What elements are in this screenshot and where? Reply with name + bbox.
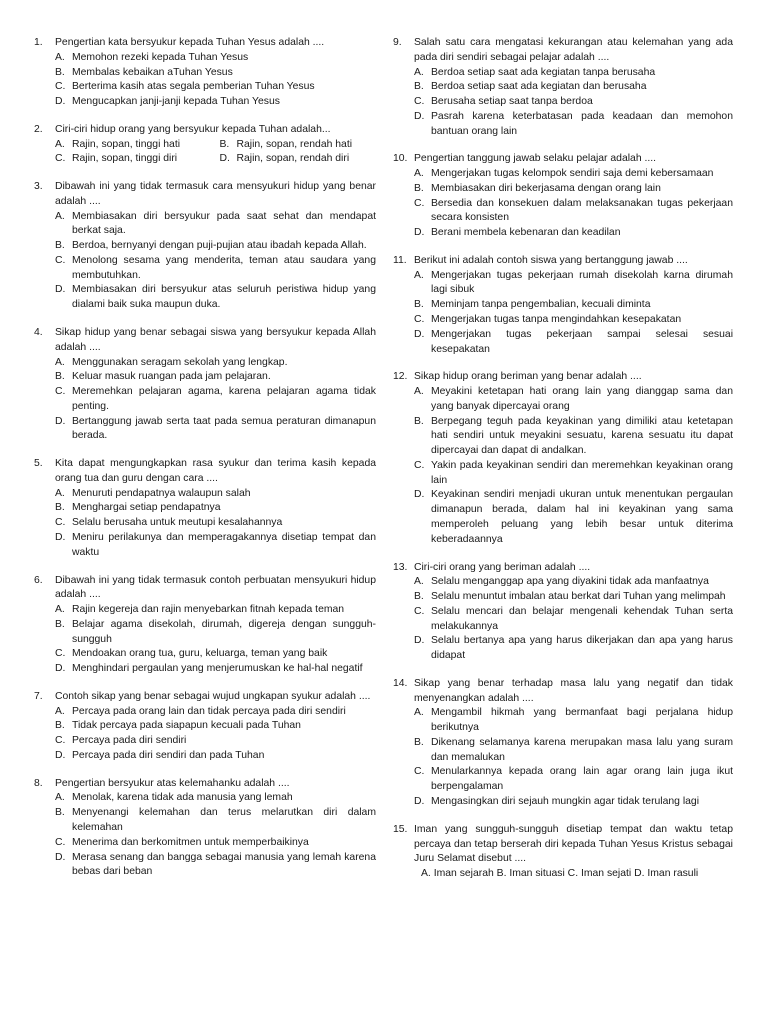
right-column <box>393 36 733 895</box>
answer-options <box>393 706 733 809</box>
answer-option <box>414 590 733 605</box>
question-text: Berikut ini adalah contoh siswa yang bertanggung jawab .... <box>414 254 688 266</box>
answer-option <box>55 501 376 516</box>
answer-option <box>220 138 377 153</box>
option-letter: D. <box>55 531 66 543</box>
answer-option <box>414 269 733 299</box>
option-letter: B. <box>55 720 65 732</box>
question-head <box>393 36 733 66</box>
question-head <box>393 152 733 167</box>
option-text: Mengerjakan tugas kelompok sendiri saja demi kebersamaan <box>431 168 714 180</box>
option-letter: D. <box>219 153 230 165</box>
option-letter: A. <box>55 51 65 63</box>
question <box>393 370 733 547</box>
option-text: Berterima kasih atas segala pemberian Tuhan Yesus <box>72 81 315 93</box>
question-head <box>34 180 376 210</box>
option-text: Mengerjakan tugas tanpa mengindahkan kesepakatan <box>431 314 682 326</box>
option-letter: D. <box>55 663 66 675</box>
question <box>393 254 733 357</box>
option-text: Berdoa, bernyanyi dengan puji-pujian atau ibadah kepada Allah. <box>72 240 367 252</box>
answer-option <box>414 795 733 810</box>
option-text: Menerima dan berkomitmen untuk memperbaikinya <box>72 836 309 848</box>
answer-option <box>414 385 733 415</box>
question-head <box>34 123 376 138</box>
answer-options <box>393 167 733 241</box>
option-text: Selalu menuntut imbalan atau berkat dari Tuhan yang melimpah <box>431 591 726 603</box>
answer-options <box>393 66 733 140</box>
option-letter: A. <box>55 604 65 616</box>
answer-option <box>220 152 377 167</box>
option-letter: C. <box>55 386 66 398</box>
question-text: Sikap hidup yang benar sebagai siswa yang bersyukur kepada Allah adalah .... <box>55 327 376 353</box>
option-letter: B. <box>414 415 424 427</box>
option-text: Yakin pada keyakinan sendiri dan meremehkan keyakinan orang lain <box>431 459 733 486</box>
option-text: Menuruti pendapatnya walaupun salah <box>72 487 251 499</box>
answer-option <box>55 239 376 254</box>
option-text: Pasrah karena keterbatasan pada keadaan dan memohon bantuan orang lain <box>431 110 733 137</box>
option-letter: C. <box>55 153 66 165</box>
answer-option <box>55 791 376 806</box>
question-text: Iman yang sungguh-sungguh disetiap tempat dan waktu tetap percaya dan tetap berserah diri kepada Tuhan Yesus Kristus sebagai Juru Selamat disebut .... <box>414 823 733 865</box>
question-text: Pengertian tanggung jawab selaku pelajar adalah .... <box>414 153 657 165</box>
answer-option <box>55 385 376 415</box>
answer-option <box>55 487 376 502</box>
question <box>34 123 376 167</box>
answer-option <box>55 370 376 385</box>
answer-option <box>55 516 376 531</box>
option-letter: A. <box>414 269 424 281</box>
option-letter: D. <box>55 96 66 108</box>
option-text: Menolak, karena tidak ada manusia yang lemah <box>72 792 293 804</box>
option-text: Belajar agama disekolah, dirumah, digereja dengan sungguh-sungguh <box>72 618 376 645</box>
option-text: Bersedia dan konsekuen dalam melaksanakan tugas pekerjaan secara konsisten <box>431 197 733 224</box>
question-number: 3. <box>34 181 43 193</box>
option-text: Mengerjakan tugas pekerjaan rumah disekolah karna dirumah lagi sibuk <box>431 269 733 296</box>
left-column <box>34 36 376 893</box>
answer-option <box>55 836 376 851</box>
option-text: Rajin, sopan, rendah diri <box>236 153 350 165</box>
question-text: Contoh sikap yang benar sebagai wujud ungkapan syukur adalah .... <box>55 690 371 702</box>
option-text: Percaya pada diri sendiri <box>72 735 187 747</box>
question <box>34 36 376 110</box>
option-letter: D. <box>55 415 66 427</box>
question <box>34 574 376 677</box>
option-text: Membiasakan diri bersyukur atas seluruh peristiwa hidup yang dialami baik suka maupun duka. <box>72 284 376 311</box>
question-head <box>34 326 376 356</box>
question-head <box>34 574 376 604</box>
answer-option <box>414 605 733 635</box>
option-text: Membiasakan diri bersyukur pada saat sehat dan mendapat berkat saja. <box>72 210 376 237</box>
question-number: 5. <box>34 458 43 470</box>
answer-options <box>34 51 376 110</box>
option-text: Tidak percaya pada siapapun kecuali pada Tuhan <box>72 720 301 732</box>
option-text: Percaya pada orang lain dan tidak percaya pada diri sendiri <box>72 705 346 717</box>
question-number: 11. <box>393 254 407 266</box>
question-text: Pengertian bersyukur atas kelemahanku adalah .... <box>55 777 290 789</box>
answer-option <box>414 298 733 313</box>
question-number: 7. <box>34 690 43 702</box>
option-letter: D. <box>414 328 425 340</box>
option-text: Mendoakan orang tua, guru, keluarga, teman yang baik <box>72 648 328 660</box>
option-letter: A. <box>414 168 424 180</box>
option-text: Menggunakan seragam sekolah yang lengkap. <box>72 356 288 368</box>
option-letter: A. <box>414 707 424 719</box>
option-letter: C. <box>55 836 66 848</box>
option-letter: B. <box>55 240 65 252</box>
option-letter: C. <box>414 459 425 471</box>
question-number: 8. <box>34 777 43 789</box>
answer-option <box>414 765 733 795</box>
option-text: Memohon rezeki kepada Tuhan Yesus <box>72 51 249 63</box>
option-letter: A. <box>55 792 65 804</box>
option-letter: D. <box>414 227 425 239</box>
answer-option <box>414 488 733 547</box>
answer-option <box>414 66 733 81</box>
question <box>34 180 376 313</box>
answer-option <box>55 138 212 153</box>
option-text: Berdoa setiap saat ada kegiatan dan berusaha <box>431 81 647 93</box>
answer-option <box>55 356 376 371</box>
option-text: Meniru perilakunya dan memperagakannya disetiap tempat dan waktu <box>72 531 376 558</box>
question-number: 1. <box>34 37 43 48</box>
question <box>34 777 376 880</box>
answer-option <box>55 210 376 240</box>
answer-option <box>414 313 733 328</box>
answer-option <box>55 662 376 677</box>
option-letter: B. <box>414 182 424 194</box>
option-letter: C. <box>414 605 425 617</box>
option-letter: B. <box>414 736 424 748</box>
question <box>34 326 376 444</box>
answer-options <box>34 791 376 880</box>
question <box>393 152 733 241</box>
question-head <box>34 457 376 487</box>
option-letter: C. <box>55 254 66 266</box>
question-head <box>34 777 376 792</box>
option-letter: C. <box>55 735 66 747</box>
question-head <box>393 823 733 867</box>
answer-option <box>55 618 376 648</box>
answer-options <box>393 385 733 547</box>
option-letter: B. <box>414 299 424 311</box>
option-text: Berani membela kebenaran dan keadilan <box>431 227 621 239</box>
option-letter: B. <box>55 807 65 819</box>
option-letter: B. <box>219 138 230 150</box>
question-head <box>393 254 733 269</box>
answer-option <box>414 328 733 358</box>
option-text: Menyenangi kelemahan dan terus melarutkan diri dalam kelemahan <box>72 807 376 833</box>
option-letter: C. <box>55 648 66 660</box>
option-text: Selalu berusaha untuk meutupi kesalahannya <box>72 517 283 529</box>
answer-option <box>55 254 376 284</box>
question-head <box>393 677 733 707</box>
question-number: 14. <box>393 677 408 689</box>
question-number: 2. <box>34 123 43 135</box>
answer-option <box>55 66 376 81</box>
option-letter: C. <box>414 766 425 778</box>
question <box>393 561 733 664</box>
answer-option <box>414 736 733 766</box>
option-letter: D. <box>414 795 425 807</box>
option-text: Berusaha setiap saat tanpa berdoa <box>431 96 593 108</box>
option-text: Meminjam tanpa pengembalian, kecuali diminta <box>431 299 651 311</box>
answer-option <box>414 575 733 590</box>
answer-option <box>55 283 376 313</box>
question-number: 13. <box>393 561 408 573</box>
option-text: Berdoa setiap saat ada kegiatan tanpa berusaha <box>431 66 656 78</box>
answer-option <box>55 806 376 836</box>
answer-option <box>414 110 733 140</box>
option-text: Berpegang teguh pada keyakinan yang dimiliki atau ketetapan hati sendiri untuk meyakini sesuatu, karena sesuatu itu dapat dipercayai dan dapat di andalkan. <box>431 415 733 457</box>
option-text: Mengerjakan tugas pekerjaan sampai selesai sesuai kesepakatan <box>431 328 733 355</box>
option-letter: A. <box>414 66 424 78</box>
question-text: Ciri-ciri orang yang beriman adalah .... <box>414 561 591 573</box>
option-text: Mengambil hikmah yang bermanfaat bagi perjalana hidup berikutnya <box>431 707 733 734</box>
option-letter: C. <box>414 314 425 326</box>
answer-option <box>55 719 376 734</box>
question <box>393 36 733 139</box>
answer-option <box>414 80 733 95</box>
answer-option <box>55 152 212 167</box>
answer-option <box>414 167 733 182</box>
answer-option <box>55 80 376 95</box>
option-text: Menolong sesama yang menderita, teman atau saudara yang membutuhkan. <box>72 254 376 281</box>
option-text: Merasa senang dan bangga sebagai manusia yang lemah karena bebas dari beban <box>72 851 376 878</box>
answer-option <box>55 415 376 445</box>
answer-option <box>414 459 733 489</box>
answer-option <box>55 734 376 749</box>
option-letter: A. <box>414 576 424 588</box>
question-number: 9. <box>393 37 402 48</box>
option-letter: A. <box>55 356 65 368</box>
option-text: Keluar masuk ruangan pada jam pelajaran. <box>72 371 271 383</box>
question-number: 15. <box>393 823 408 835</box>
answer-option <box>414 182 733 197</box>
question-number: 12. <box>393 371 408 383</box>
option-letter: A. <box>55 210 65 222</box>
option-letter: C. <box>414 197 425 209</box>
answer-options <box>393 269 733 358</box>
option-letter: C. <box>55 517 66 529</box>
answer-options <box>34 487 376 561</box>
question <box>34 690 376 764</box>
option-text: Mengasingkan diri sejauh mungkin agar tidak terulang lagi <box>431 795 700 807</box>
option-text: Keyakinan sendiri menjadi ukuran untuk menentukan pergaulan dimanapun berada, dalam hal ini keyakinan yang sama memperoleh peluang yang lebih besar untuk diterima keberadaannya <box>431 489 733 545</box>
option-text: Bertanggung jawab serta taat pada semua peraturan dimanapun berada. <box>72 415 376 442</box>
answer-option <box>55 647 376 662</box>
question-head <box>393 561 733 576</box>
option-text: Meremehkan pelajaran agama, karena pelajaran agama tidak penting. <box>72 386 376 412</box>
option-letter: B. <box>414 591 424 603</box>
answer-options-inline: A. Iman sejarah B. Iman situasi C. Iman sejati D. Iman rasuli <box>421 868 699 880</box>
option-text: Rajin, sopan, rendah hati <box>236 138 353 150</box>
question-text: Sikap hidup orang beriman yang benar adalah .... <box>414 371 642 383</box>
option-letter: D. <box>414 110 425 122</box>
question-text: Pengertian kata bersyukur kepada Tuhan Yesus adalah .... <box>55 37 325 48</box>
answer-option <box>55 95 376 110</box>
option-text: Menularkannya kepada orang lain agar orang lain juga ikut berpengalaman <box>431 766 733 793</box>
answer-option <box>55 851 376 881</box>
option-text: Membiasakan diri bekerjasama dengan orang lain <box>431 182 661 194</box>
question <box>34 457 376 560</box>
question-head <box>393 370 733 385</box>
option-text: Rajin kegereja dan rajin menyebarkan fitnah kepada teman <box>72 604 345 616</box>
question-text: Dibawah ini yang tidak termasuk cara mensyukuri hidup yang benar adalah .... <box>55 181 376 207</box>
answer-options <box>34 356 376 445</box>
question-text: Salah satu cara mengatasi kekurangan atau kelemahan yang ada pada diri sendiri sebagai pelajar adalah .... <box>414 37 733 63</box>
answer-option <box>414 226 733 241</box>
option-letter: B. <box>55 66 65 78</box>
option-letter: A. <box>55 487 65 499</box>
answer-option <box>55 705 376 720</box>
answer-option <box>414 95 733 110</box>
answer-option <box>414 706 733 736</box>
option-letter: D. <box>414 489 425 501</box>
option-text: Rajin, sopan, tinggi hati <box>72 138 181 150</box>
question <box>393 677 733 810</box>
question-number: 4. <box>34 327 43 339</box>
option-text: Menghindari pergaulan yang menjerumuskan ke hal-hal negatif <box>72 663 363 675</box>
answer-options <box>34 705 376 764</box>
question-number: 6. <box>34 574 43 586</box>
answer-options <box>393 575 733 664</box>
option-letter: C. <box>55 81 66 93</box>
answer-option <box>55 51 376 66</box>
option-letter: B. <box>414 81 424 93</box>
option-letter: D. <box>55 749 66 761</box>
option-letter: D. <box>55 284 66 296</box>
option-letter: B. <box>55 502 65 514</box>
option-letter: A. <box>55 705 65 717</box>
option-letter: A. <box>414 386 424 398</box>
option-letter: B. <box>55 618 65 630</box>
option-text: Selalu bertanya apa yang harus dikerjakan dan apa yang harus didapat <box>431 635 733 662</box>
answer-options <box>34 138 376 168</box>
question-head <box>34 690 376 705</box>
option-text: Mengucapkan janji-janji kepada Tuhan Yesus <box>72 96 280 108</box>
option-text: Rajin, sopan, tinggi diri <box>72 153 178 165</box>
option-letter: B. <box>55 371 65 383</box>
answer-option <box>414 197 733 227</box>
option-letter: C. <box>414 96 425 108</box>
answer-option <box>55 749 376 764</box>
option-letter: D. <box>414 635 425 647</box>
answer-option <box>55 531 376 561</box>
option-letter: A. <box>55 138 65 150</box>
question-head <box>34 36 376 51</box>
answer-options <box>34 210 376 313</box>
option-text: Selalu menganggap apa yang diyakini tidak ada manfaatnya <box>431 576 709 588</box>
answer-option <box>414 634 733 664</box>
question <box>393 823 733 882</box>
option-text: Membalas kebaikan aTuhan Yesus <box>72 66 233 78</box>
option-text: Meyakini ketetapan hati orang lain yang dianggap sama dan yang banyak dipercayai orang <box>431 386 733 412</box>
question-number: 10. <box>393 153 408 165</box>
option-text: Dikenang selamanya karena merupakan masa lalu yang suram dan memalukan <box>431 736 733 763</box>
answer-options <box>34 603 376 677</box>
question-text: Kita dapat mengungkapkan rasa syukur dan terima kasih kepada orang tua dan guru dengan cara .... <box>55 458 376 484</box>
question-text: Ciri-ciri hidup orang yang bersyukur kepada Tuhan adalah... <box>55 123 331 135</box>
answer-option <box>55 603 376 618</box>
option-text: Menghargai setiap pendapatnya <box>72 502 221 514</box>
option-text: Percaya pada diri sendiri dan pada Tuhan <box>72 749 265 761</box>
question-text: Sikap yang benar terhadap masa lalu yang negatif dan tidak menyenangkan adalah .... <box>414 677 733 704</box>
option-text: Selalu mencari dan belajar mengenali kehendak Tuhan serta melakukannya <box>431 605 733 632</box>
answer-option <box>414 415 733 459</box>
question-text: Dibawah ini yang tidak termasuk contoh perbuatan mensyukuri hidup adalah .... <box>55 574 376 601</box>
option-letter: D. <box>55 851 66 863</box>
